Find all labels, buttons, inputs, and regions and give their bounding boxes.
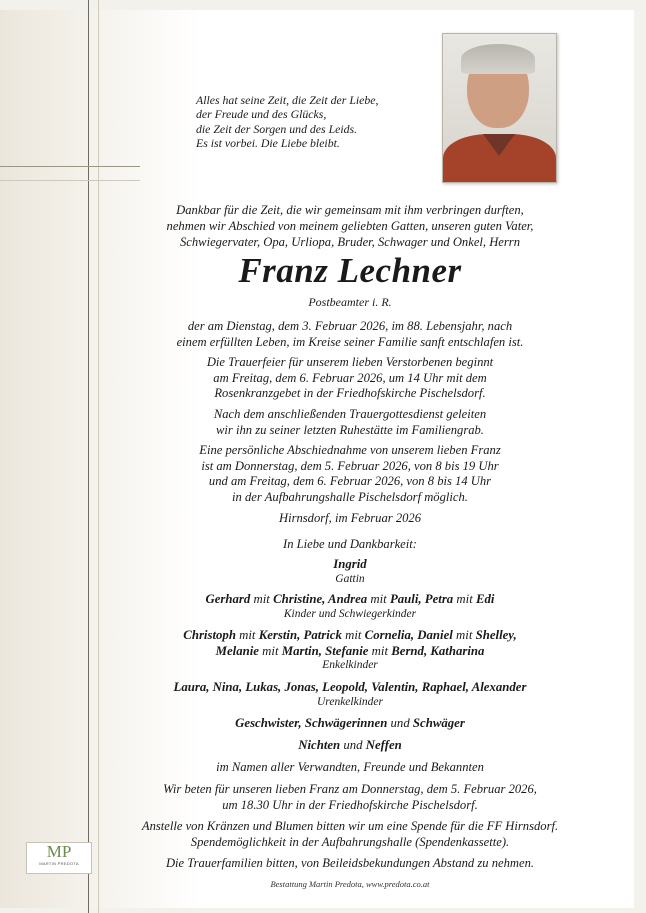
portrait-photo	[442, 33, 557, 183]
child-name: Christine, Andrea	[273, 592, 368, 606]
funeral-line: am Freitag, dem 6. Februar 2026, um 14 Uhr mit dem	[213, 370, 487, 385]
photo-hair	[461, 44, 535, 74]
great-grandchildren-relation: Urenkelkinder	[317, 695, 383, 708]
poem-line: der Freude und des Glücks,	[196, 107, 327, 122]
connector-mit: mit	[341, 628, 365, 642]
cross-vertical-line	[88, 0, 89, 913]
burial-line: Nach dem anschließenden Trauergottesdienst geleiten	[213, 407, 487, 421]
prayer-line: um 18.30 Uhr in der Friedhofskirche Pischelsdorf.	[222, 797, 478, 812]
wife-name: Ingrid	[333, 557, 367, 571]
grandchild-name: Martin, Stefanie	[281, 643, 369, 658]
nieces-a: Nichten	[298, 738, 341, 752]
great-grandchildren-names: Laura, Nina, Lukas, Jonas, Leopold, Valentin, Raphael, Alexander	[173, 680, 527, 694]
grandchildren-line	[110, 644, 590, 660]
poem-line: die Zeit der Sorgen und des Leids.	[196, 121, 358, 136]
children-line	[110, 592, 590, 608]
poem-line: Alles hat seine Zeit, die Zeit der Liebe,	[196, 93, 379, 107]
wife-relation: Gattin	[335, 572, 365, 585]
intro-line: Dankbar für die Zeit, die wir gemeinsam mit ihm verbringen durften,	[176, 203, 524, 217]
grandchild-name: Kerstin, Patrick	[258, 628, 342, 642]
place-date: Hirnsdorf, im Februar 2026	[278, 511, 422, 525]
donation-line: Spendemöglichkeit in der Aufbahrungshalle (Spendenkassette).	[190, 834, 510, 849]
connector-mit: mit	[235, 628, 259, 642]
nieces-line	[110, 738, 590, 754]
cross-horizontal-line	[0, 166, 140, 167]
family-grandchildren	[110, 628, 590, 672]
logo-letters: MP	[46, 842, 72, 861]
relatives-line: im Namen aller Verwandten, Freunde und Bekannten	[216, 760, 484, 774]
viewing-line: ist am Donnerstag, dem 5. Februar 2026, von 8 bis 19 Uhr	[201, 458, 499, 473]
viewing-text	[110, 443, 590, 505]
connector-und: und	[340, 738, 366, 752]
donation-text	[110, 819, 590, 850]
cross-horizontal-line-secondary	[0, 180, 140, 181]
funeral-text	[110, 355, 590, 402]
child-name: Edi	[475, 592, 495, 606]
viewing-line: und am Freitag, dem 6. Februar 2026, von 8 bis 14 Uhr	[208, 474, 492, 488]
intro-text	[110, 202, 590, 251]
connector-mit: mit	[258, 643, 282, 658]
logo-tagline: MARTIN PREDOTA	[39, 861, 79, 866]
children-relation: Kinder und Schwiegerkinder	[283, 607, 417, 620]
grandchildren-line	[110, 628, 590, 644]
poem-line: Es ist vorbei. Die Liebe bleibt.	[196, 136, 340, 151]
child-name: Pauli, Petra	[389, 592, 454, 606]
siblings-b: Schwäger	[412, 716, 465, 730]
connector-mit: mit	[367, 592, 390, 606]
poem	[196, 93, 436, 151]
cross-vertical-line-secondary	[98, 0, 99, 913]
thanks-line: In Liebe und Dankbarkeit:	[283, 537, 417, 551]
child-name: Gerhard	[205, 592, 251, 606]
burial-text	[110, 407, 590, 438]
grandchild-name: Bernd, Katharina	[391, 643, 485, 658]
connector-mit: mit	[453, 592, 476, 606]
connector-mit: mit	[250, 592, 274, 606]
occupation: Postbeamter i. R.	[308, 295, 392, 309]
funeral-line: Die Trauerfeier für unserem lieben Verstorbenen beginnt	[206, 355, 494, 369]
siblings-line	[110, 716, 590, 732]
family-nieces	[110, 738, 590, 754]
intro-line: Schwiegervater, Opa, Urliopa, Bruder, Schwager und Onkel, Herrn	[180, 235, 520, 250]
condolence-text: Die Trauerfamilien bitten, von Beileidsbekundungen Abstand zu nehmen.	[165, 856, 535, 870]
intro-line: nehmen wir Abschied von meinem geliebten Gatten, unseren guten Vater,	[166, 219, 534, 234]
donation-line: Anstelle von Kränzen und Blumen bitten wir um eine Spende für die FF Hirnsdorf.	[141, 819, 559, 833]
grandchild-name: Shelley,	[475, 628, 517, 642]
footer-credit: Bestattung Martin Predota, www.predota.co.at	[270, 879, 430, 889]
viewing-line: Eine persönliche Abschiednahme von unserem lieben Franz	[199, 443, 501, 457]
passing-line: einem erfüllten Leben, im Kreise seiner Familie sanft entschlafen ist.	[176, 334, 524, 349]
family-wife	[110, 557, 590, 586]
connector-mit: mit	[452, 628, 476, 642]
siblings-a: Geschwister, Schwägerinnen	[235, 716, 388, 730]
grandchild-name: Melanie	[215, 643, 259, 658]
burial-line: wir ihn zu seiner letzten Ruhestätte im Familiengrab.	[216, 422, 484, 437]
connector-mit: mit	[368, 643, 392, 658]
viewing-line: in der Aufbahrungshalle Pischelsdorf möglich.	[232, 489, 468, 504]
prayer-line: Wir beten für unseren lieben Franz am Donnerstag, dem 5. Februar 2026,	[163, 782, 537, 796]
grandchildren-relation: Enkelkinder	[322, 659, 378, 671]
family-great-grandchildren	[110, 680, 590, 709]
funeral-line: Rosenkranzgebet in der Friedhofskirche Pischelsdorf.	[214, 386, 486, 400]
grandchild-name: Cornelia, Daniel	[364, 628, 453, 642]
deceased-name: Franz Lechner	[238, 251, 462, 290]
family-siblings	[110, 716, 590, 732]
undertaker-logo	[26, 842, 92, 874]
passing-line: der am Dienstag, dem 3. Februar 2026, im 88. Lebensjahr, nach	[187, 319, 513, 333]
passing-text	[110, 319, 590, 350]
prayer-text	[110, 782, 590, 813]
connector-und: und	[387, 716, 413, 730]
grandchild-name: Christoph	[183, 628, 236, 642]
family-children	[110, 592, 590, 621]
nieces-b: Neffen	[365, 738, 402, 752]
